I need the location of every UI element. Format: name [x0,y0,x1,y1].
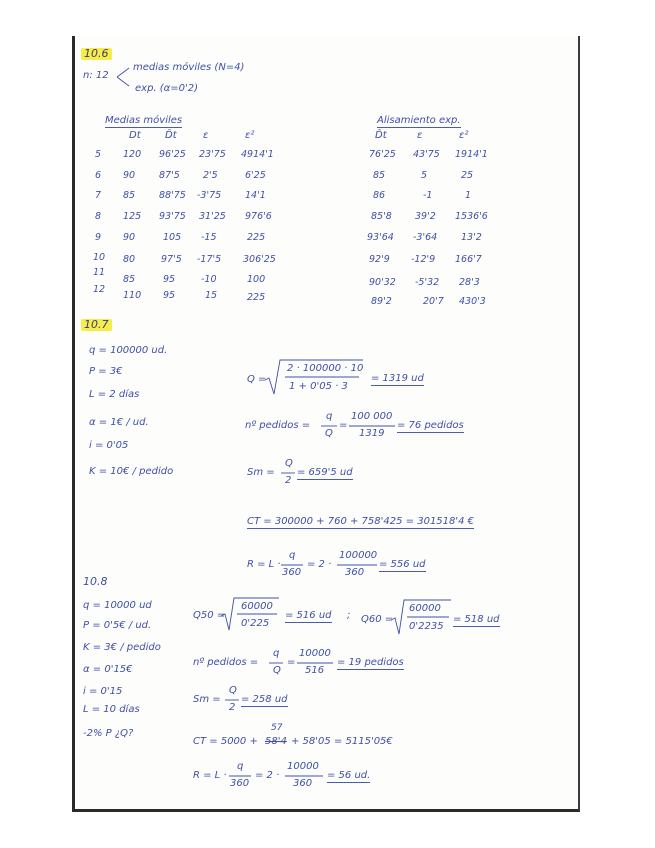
reorder-mid: = 2 · [255,770,280,781]
row-error-sq: 306'25 [243,254,276,265]
row-ae-error-sq: 1914'1 [455,149,488,160]
row-ae-forecast: 85'8 [371,211,392,222]
orders-value-num: 100 000 [351,411,393,422]
given-l: L = 10 días [83,704,140,715]
eoq-label: Q = [247,374,267,385]
orders-label: nº pedidos = [193,657,259,668]
orders-label: nº pedidos = [245,420,311,431]
heading-10-7: 10.7 [81,319,112,331]
row-error-sq: 14'1 [245,190,266,201]
fraction-line [229,775,251,777]
given-q: q = 10000 ud [83,600,152,611]
orders-frac-den: Q [273,665,281,676]
row-period: 10 [93,252,106,263]
row-ae-forecast: 90'32 [369,277,396,288]
q50-numerator: 60000 [241,601,273,612]
q50-label: Q50 = [193,610,226,621]
given-alpha: α = 0'15€ [83,664,133,675]
row-error-sq: 225 [247,292,266,303]
orders-value-num: 10000 [299,648,331,659]
reorder-f2-num: 10000 [287,761,319,772]
heading-10-6: 10.6 [81,48,112,60]
row-forecast: 97'5 [161,254,182,265]
reorder-f1-num: q [289,550,296,561]
avg-stock-result: = 258 ud [241,694,288,705]
col-error-sq: ε² [245,130,255,141]
branch-moving-average: medias móviles (N=4) [133,62,245,73]
row-demand: 85 [123,190,136,201]
col-dt-hat: D̂t [165,130,177,141]
exp-smoothing-title: Alisamiento exp. [377,115,461,126]
avg-stock-label: Sm = [193,694,221,705]
reorder-f2-den: 360 [293,778,313,789]
n-value: n: 12 [83,70,109,81]
reorder-f1-den: 360 [230,778,250,789]
avg-stock-num: Q [229,685,237,696]
row-demand: 80 [123,254,136,265]
total-cost: CT = 300000 + 760 + 758'425 = 301518'4 € [247,516,475,527]
given-discount: -2% P ¿Q? [83,728,134,739]
reorder-f2-den: 360 [345,567,365,578]
reorder-label: R = L · [247,559,281,570]
avg-stock-label: Sm = [247,467,275,478]
reorder-result: = 556 ud [379,559,426,570]
q60-result: = 518 ud [453,614,500,625]
given-k: K = 3€ / pedido [83,642,161,653]
reorder-mid: = 2 · [307,559,332,570]
row-period: 9 [95,232,102,243]
row-ae-error: 39'2 [415,211,436,222]
row-demand: 125 [123,211,142,222]
moving-average-title: Medias móviles [105,115,183,126]
eoq-result: = 1319 ud [371,373,424,384]
row-ae-error: -12'9 [411,254,436,265]
row-ae-forecast: 76'25 [369,149,396,160]
row-ae-error-sq: 25 [461,170,474,181]
row-ae-error: 5 [421,170,428,181]
q60-label: Q60 = [361,614,394,625]
row-ae-forecast: 86 [373,190,386,201]
row-error-sq: 100 [247,274,266,285]
reorder-label: R = L · [193,770,227,781]
row-error: -3'75 [197,190,222,201]
row-ae-forecast: 92'9 [369,254,390,265]
orders-value-den: 516 [305,665,325,676]
eoq-denominator: 1 + 0'05 · 3 [289,381,348,392]
reorder-f1-num: q [237,761,244,772]
q50-denominator: 0'225 [241,618,270,629]
row-period: 5 [95,149,102,160]
equals-sign: = [339,420,348,431]
eoq-numerator: 2 · 100000 · 10 [287,363,364,374]
total-cost-correction: 57 [271,723,283,733]
fraction-line [297,662,333,664]
total-cost-struck: 58'4 [265,736,287,747]
row-ae-forecast: 89'2 [371,296,392,307]
row-error-sq: 6'25 [245,170,266,181]
orders-frac-num: q [273,648,280,659]
fraction-line [285,775,323,777]
given-i: i = 0'15 [83,686,123,697]
row-ae-error-sq: 430'3 [459,296,486,307]
row-demand: 90 [123,170,136,181]
given-alpha: α = 1€ / ud. [89,417,149,428]
row-forecast: 88'75 [159,190,186,201]
fraction-line [269,662,283,664]
row-ae-error-sq: 1 [465,190,472,201]
orders-frac-num: q [326,411,333,422]
row-period: 8 [95,211,102,222]
orders-value-den: 1319 [359,428,385,439]
given-l: L = 2 días [89,389,140,400]
fraction-line [281,564,303,566]
row-forecast: 96'25 [159,149,186,160]
row-ae-error: 43'75 [413,149,440,160]
branch-exponential: exp. (α=0'2) [135,83,199,94]
fraction-line [337,564,377,566]
row-period: 6 [95,170,102,181]
row-period: 12 [93,284,106,295]
row-forecast: 95 [163,290,176,301]
row-ae-error-sq: 13'2 [461,232,482,243]
row-ae-forecast: 85 [373,170,386,181]
avg-stock-result: = 659'5 ud [297,467,353,478]
row-forecast: 95 [163,274,176,285]
row-ae-error-sq: 28'3 [459,277,480,288]
q60-denominator: 0'2235 [409,621,444,632]
row-period: 7 [95,190,102,201]
given-p: P = 3€ [89,366,123,377]
given-p: P = 0'5€ / ud. [83,620,152,631]
row-demand: 120 [123,149,142,160]
fraction-line [321,425,337,427]
row-demand: 90 [123,232,136,243]
row-error: 2'5 [203,170,218,181]
row-forecast: 105 [163,232,182,243]
fraction-line [225,699,239,701]
row-forecast: 93'75 [159,211,186,222]
row-error-sq: 4914'1 [241,149,274,160]
given-q: q = 100000 ud. [89,345,168,356]
heading-10-8: 10.8 [83,575,108,588]
branch-lines [115,64,135,90]
given-k: K = 10€ / pedido [89,466,174,477]
row-demand: 110 [123,290,142,301]
avg-stock-den: 2 [229,702,236,713]
row-forecast: 87'5 [159,170,180,181]
reorder-result: = 56 ud. [327,770,371,781]
total-cost-suffix: + 58'05 = 5115'05€ [291,736,393,747]
col-error: ε [203,130,209,141]
row-ae-error-sq: 166'7 [455,254,482,265]
row-error: 15 [205,290,218,301]
orders-frac-den: Q [325,428,333,439]
row-ae-forecast: 93'64 [367,232,394,243]
avg-stock-den: 2 [285,475,292,486]
row-error: -10 [201,274,217,285]
reorder-f1-den: 360 [282,567,302,578]
given-i: i = 0'05 [89,440,129,451]
row-ae-error: -5'32 [415,277,440,288]
separator: ; [347,610,351,621]
row-ae-error-sq: 1536'6 [455,211,488,222]
notebook-page [72,36,580,812]
avg-stock-num: Q [285,458,293,469]
q60-numerator: 60000 [409,603,441,614]
col-ae-error-sq: ε² [459,130,469,141]
fraction-line [349,425,395,427]
q50-result: = 516 ud [285,610,332,621]
row-error: 31'25 [199,211,226,222]
row-ae-error: -1 [423,190,433,201]
col-ae-error: ε [417,130,423,141]
fraction-line [281,472,295,474]
orders-result: = 19 pedidos [337,657,404,668]
row-demand: 85 [123,274,136,285]
orders-result: = 76 pedidos [397,420,464,431]
col-dt: Dt [129,130,141,141]
row-ae-error: 20'7 [423,296,444,307]
row-period: 11 [93,267,106,278]
equals-sign: = [287,657,296,668]
total-cost-prefix: CT = 5000 + [193,736,258,747]
reorder-f2-num: 100000 [339,550,378,561]
row-ae-error: -3'64 [413,232,438,243]
col-ae-dt-hat: D̂t [375,130,387,141]
row-error: 23'75 [199,149,226,160]
row-error-sq: 976'6 [245,211,272,222]
row-error: -17'5 [197,254,222,265]
row-error: -15 [201,232,217,243]
row-error-sq: 225 [247,232,266,243]
